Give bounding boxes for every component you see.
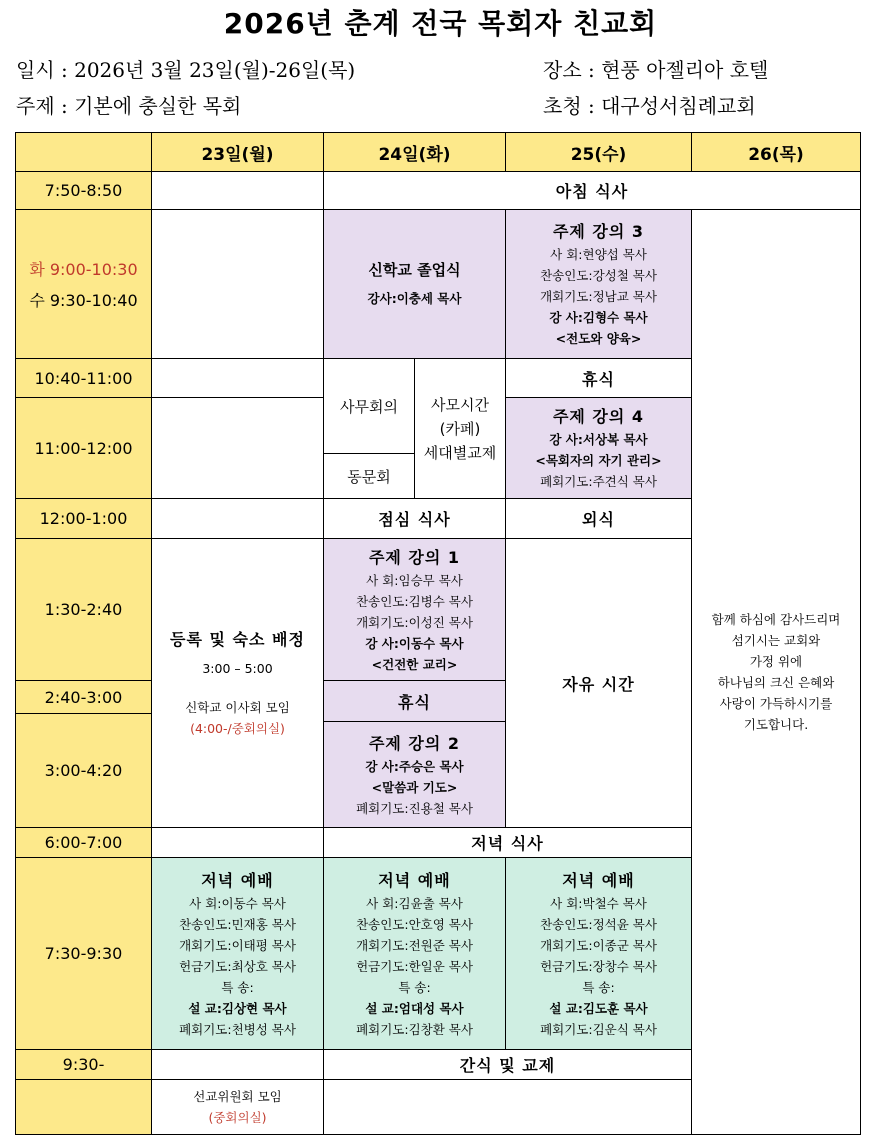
graduation-cell — [323, 209, 506, 359]
time-slot: 6:00-7:00 — [15, 827, 152, 858]
worship-line: 찬송인도:민재홍 목사 — [179, 916, 296, 932]
lecture-4-title: 주제 강의 4 — [552, 407, 645, 426]
event-host: 초청 : 대구성서침례교회 — [543, 94, 756, 118]
break-cell: 휴식 — [323, 680, 506, 722]
lecture-1-title: 주제 강의 1 — [368, 547, 461, 567]
worship-line: 폐회기도:김창환 목사 — [356, 1021, 473, 1037]
lecture-line: 찬송인도:김병수 목사 — [356, 593, 473, 609]
lecture-speaker: 강 사:이동수 목사 — [365, 635, 464, 651]
worship-line: 사 회:이동수 목사 — [189, 895, 286, 911]
lecture-topic: <전도와 양육> — [555, 331, 642, 346]
time-slot-tue: 화 9:00-10:30 — [29, 260, 138, 279]
lecture-line: 사 회:임승무 목사 — [366, 572, 463, 588]
lecture-speaker: 강 사:김형수 목사 — [549, 310, 648, 325]
lecture-3-title: 주제 강의 3 — [552, 222, 645, 241]
lecture-line: 폐회기도:진용철 목사 — [356, 800, 473, 816]
mission-meeting-cell — [151, 1079, 324, 1135]
lecture-line: 찬송인도:강성철 목사 — [540, 268, 657, 283]
event-venue: 장소 : 현풍 아젤리아 호텔 — [543, 58, 769, 82]
empty-cell — [151, 498, 324, 539]
event-theme: 주제 : 기본에 충실한 목회 — [16, 94, 242, 118]
graduation-speaker: 강사:이충세 목사 — [367, 291, 462, 306]
lecture-line: 폐회기도:주견식 목사 — [540, 474, 657, 489]
time-slot: 11:00-12:00 — [15, 397, 152, 499]
worship-line: 헌금기도:장창수 목사 — [540, 958, 657, 974]
time-slot: 10:40-11:00 — [15, 358, 152, 398]
worship-preacher: 설 교:김도훈 목사 — [549, 1000, 648, 1016]
time-slot-morning — [15, 209, 152, 359]
farewell-line: 함께 하심에 감사드리며 — [711, 612, 841, 627]
farewell-line: 가정 위에 — [749, 654, 803, 669]
worship-line: 찬송인도:안호영 목사 — [356, 916, 473, 932]
lecture-topic: <말씀과 기도> — [371, 779, 458, 795]
farewell-line: 기도합니다. — [743, 717, 809, 732]
lecture-topic: <목회자의 자기 관리> — [535, 453, 662, 468]
mission-meeting-place: (중회의실) — [208, 1110, 267, 1125]
spouse-line: 사모시간 — [431, 395, 489, 414]
lecture-2-cell — [323, 721, 506, 828]
header-corner — [15, 132, 152, 172]
worship-preacher: 설 교:엄대성 목사 — [365, 1000, 464, 1016]
empty-cell — [151, 827, 324, 858]
time-slot: 7:30-9:30 — [15, 857, 152, 1050]
lecture-4-cell — [505, 397, 692, 499]
lecture-speaker: 강 사:주승은 목사 — [365, 758, 464, 774]
empty-cell — [151, 397, 324, 499]
time-slot: 9:30- — [15, 1049, 152, 1080]
time-slot: 7:50-8:50 — [15, 171, 152, 210]
worship-title: 저녁 예배 — [562, 870, 635, 890]
worship-line: 헌금기도:최상호 목사 — [179, 958, 296, 974]
spouse-line: 세대별교제 — [423, 443, 497, 462]
eat-out-cell: 외식 — [505, 498, 692, 539]
worship-line: 폐회기도:김운식 목사 — [540, 1021, 657, 1037]
mission-meeting-title: 선교위원회 모임 — [193, 1089, 282, 1104]
event-date: 일시 : 2026년 3월 23일(월)-26일(목) — [16, 58, 356, 82]
worship-line: 찬송인도:정석윤 목사 — [540, 916, 657, 932]
graduation-title: 신학교 졸업식 — [368, 261, 461, 279]
lecture-2-title: 주제 강의 2 — [368, 733, 461, 753]
farewell-message-cell — [691, 209, 861, 1135]
worship-preacher: 설 교:김상현 목사 — [188, 1000, 287, 1016]
time-slot: 3:00-4:20 — [15, 713, 152, 828]
time-slot-wed: 수 9:30-10:40 — [29, 291, 138, 310]
lecture-3-cell — [505, 209, 692, 359]
worship-line: 특 송: — [582, 979, 615, 995]
break-cell: 휴식 — [505, 358, 692, 398]
registration-time: 3:00 – 5:00 — [202, 661, 273, 676]
lecture-1-cell — [323, 538, 506, 681]
spouse-time-cell — [414, 358, 506, 499]
empty-cell — [151, 209, 324, 359]
worship-line: 특 송: — [221, 979, 254, 995]
office-meeting-cell: 사무회의 — [323, 358, 415, 454]
empty-cell — [151, 1049, 324, 1080]
header-day-2: 24일(화) — [323, 132, 506, 172]
worship-mon-cell — [151, 857, 324, 1050]
alumni-cell: 동문회 — [323, 453, 415, 499]
time-slot: 12:00-1:00 — [15, 498, 152, 539]
header-day-1: 23일(월) — [151, 132, 324, 172]
worship-line: 사 회:박철수 목사 — [550, 895, 647, 911]
lecture-line: 사 회:현양섭 목사 — [550, 247, 647, 262]
worship-tue-cell — [323, 857, 506, 1050]
header-day-4: 26(목) — [691, 132, 861, 172]
worship-line: 개회기도:이태평 목사 — [179, 937, 296, 953]
lecture-topic: <건전한 교리> — [371, 656, 458, 672]
dinner-cell: 저녁 식사 — [323, 827, 692, 858]
breakfast-cell: 아침 식사 — [323, 171, 861, 210]
lunch-cell: 점심 식사 — [323, 498, 506, 539]
registration-title: 등록 및 숙소 배정 — [170, 630, 305, 649]
worship-title: 저녁 예배 — [201, 870, 274, 890]
worship-line: 개회기도:이종군 목사 — [540, 937, 657, 953]
board-meeting: 신학교 이사회 모임 — [185, 700, 290, 715]
empty-cell — [151, 358, 324, 398]
worship-line: 헌금기도:한일운 목사 — [356, 958, 473, 974]
worship-line: 폐회기도:천병성 목사 — [179, 1021, 296, 1037]
worship-line: 사 회:김윤출 목사 — [366, 895, 463, 911]
farewell-line: 사랑이 가득하시기를 — [719, 696, 833, 711]
board-meeting-place: (4:00-/중회의실) — [190, 721, 285, 736]
lecture-speaker: 강 사:서상복 목사 — [549, 432, 648, 447]
farewell-line: 하나님의 크신 은혜와 — [717, 675, 835, 690]
worship-wed-cell — [505, 857, 692, 1050]
lecture-line: 개회기도:정남교 목사 — [540, 289, 657, 304]
empty-cell — [323, 1079, 692, 1135]
worship-line: 개회기도:전원준 목사 — [356, 937, 473, 953]
lecture-line: 개회기도:이성진 목사 — [356, 614, 473, 630]
empty-cell — [151, 171, 324, 210]
time-slot: 2:40-3:00 — [15, 680, 152, 714]
time-slot-empty — [15, 1079, 152, 1135]
registration-cell — [151, 538, 324, 828]
worship-title: 저녁 예배 — [378, 870, 451, 890]
page-title: 2026년 춘계 전국 목회자 친교회 — [223, 7, 658, 40]
free-time-cell: 자유 시간 — [505, 538, 692, 828]
time-slot: 1:30-2:40 — [15, 538, 152, 681]
header-day-3: 25(수) — [505, 132, 692, 172]
farewell-line: 섬기시는 교회와 — [731, 633, 821, 648]
snack-cell: 간식 및 교제 — [323, 1049, 692, 1080]
worship-line: 특 송: — [398, 979, 431, 995]
spouse-line: (카페) — [439, 419, 481, 438]
